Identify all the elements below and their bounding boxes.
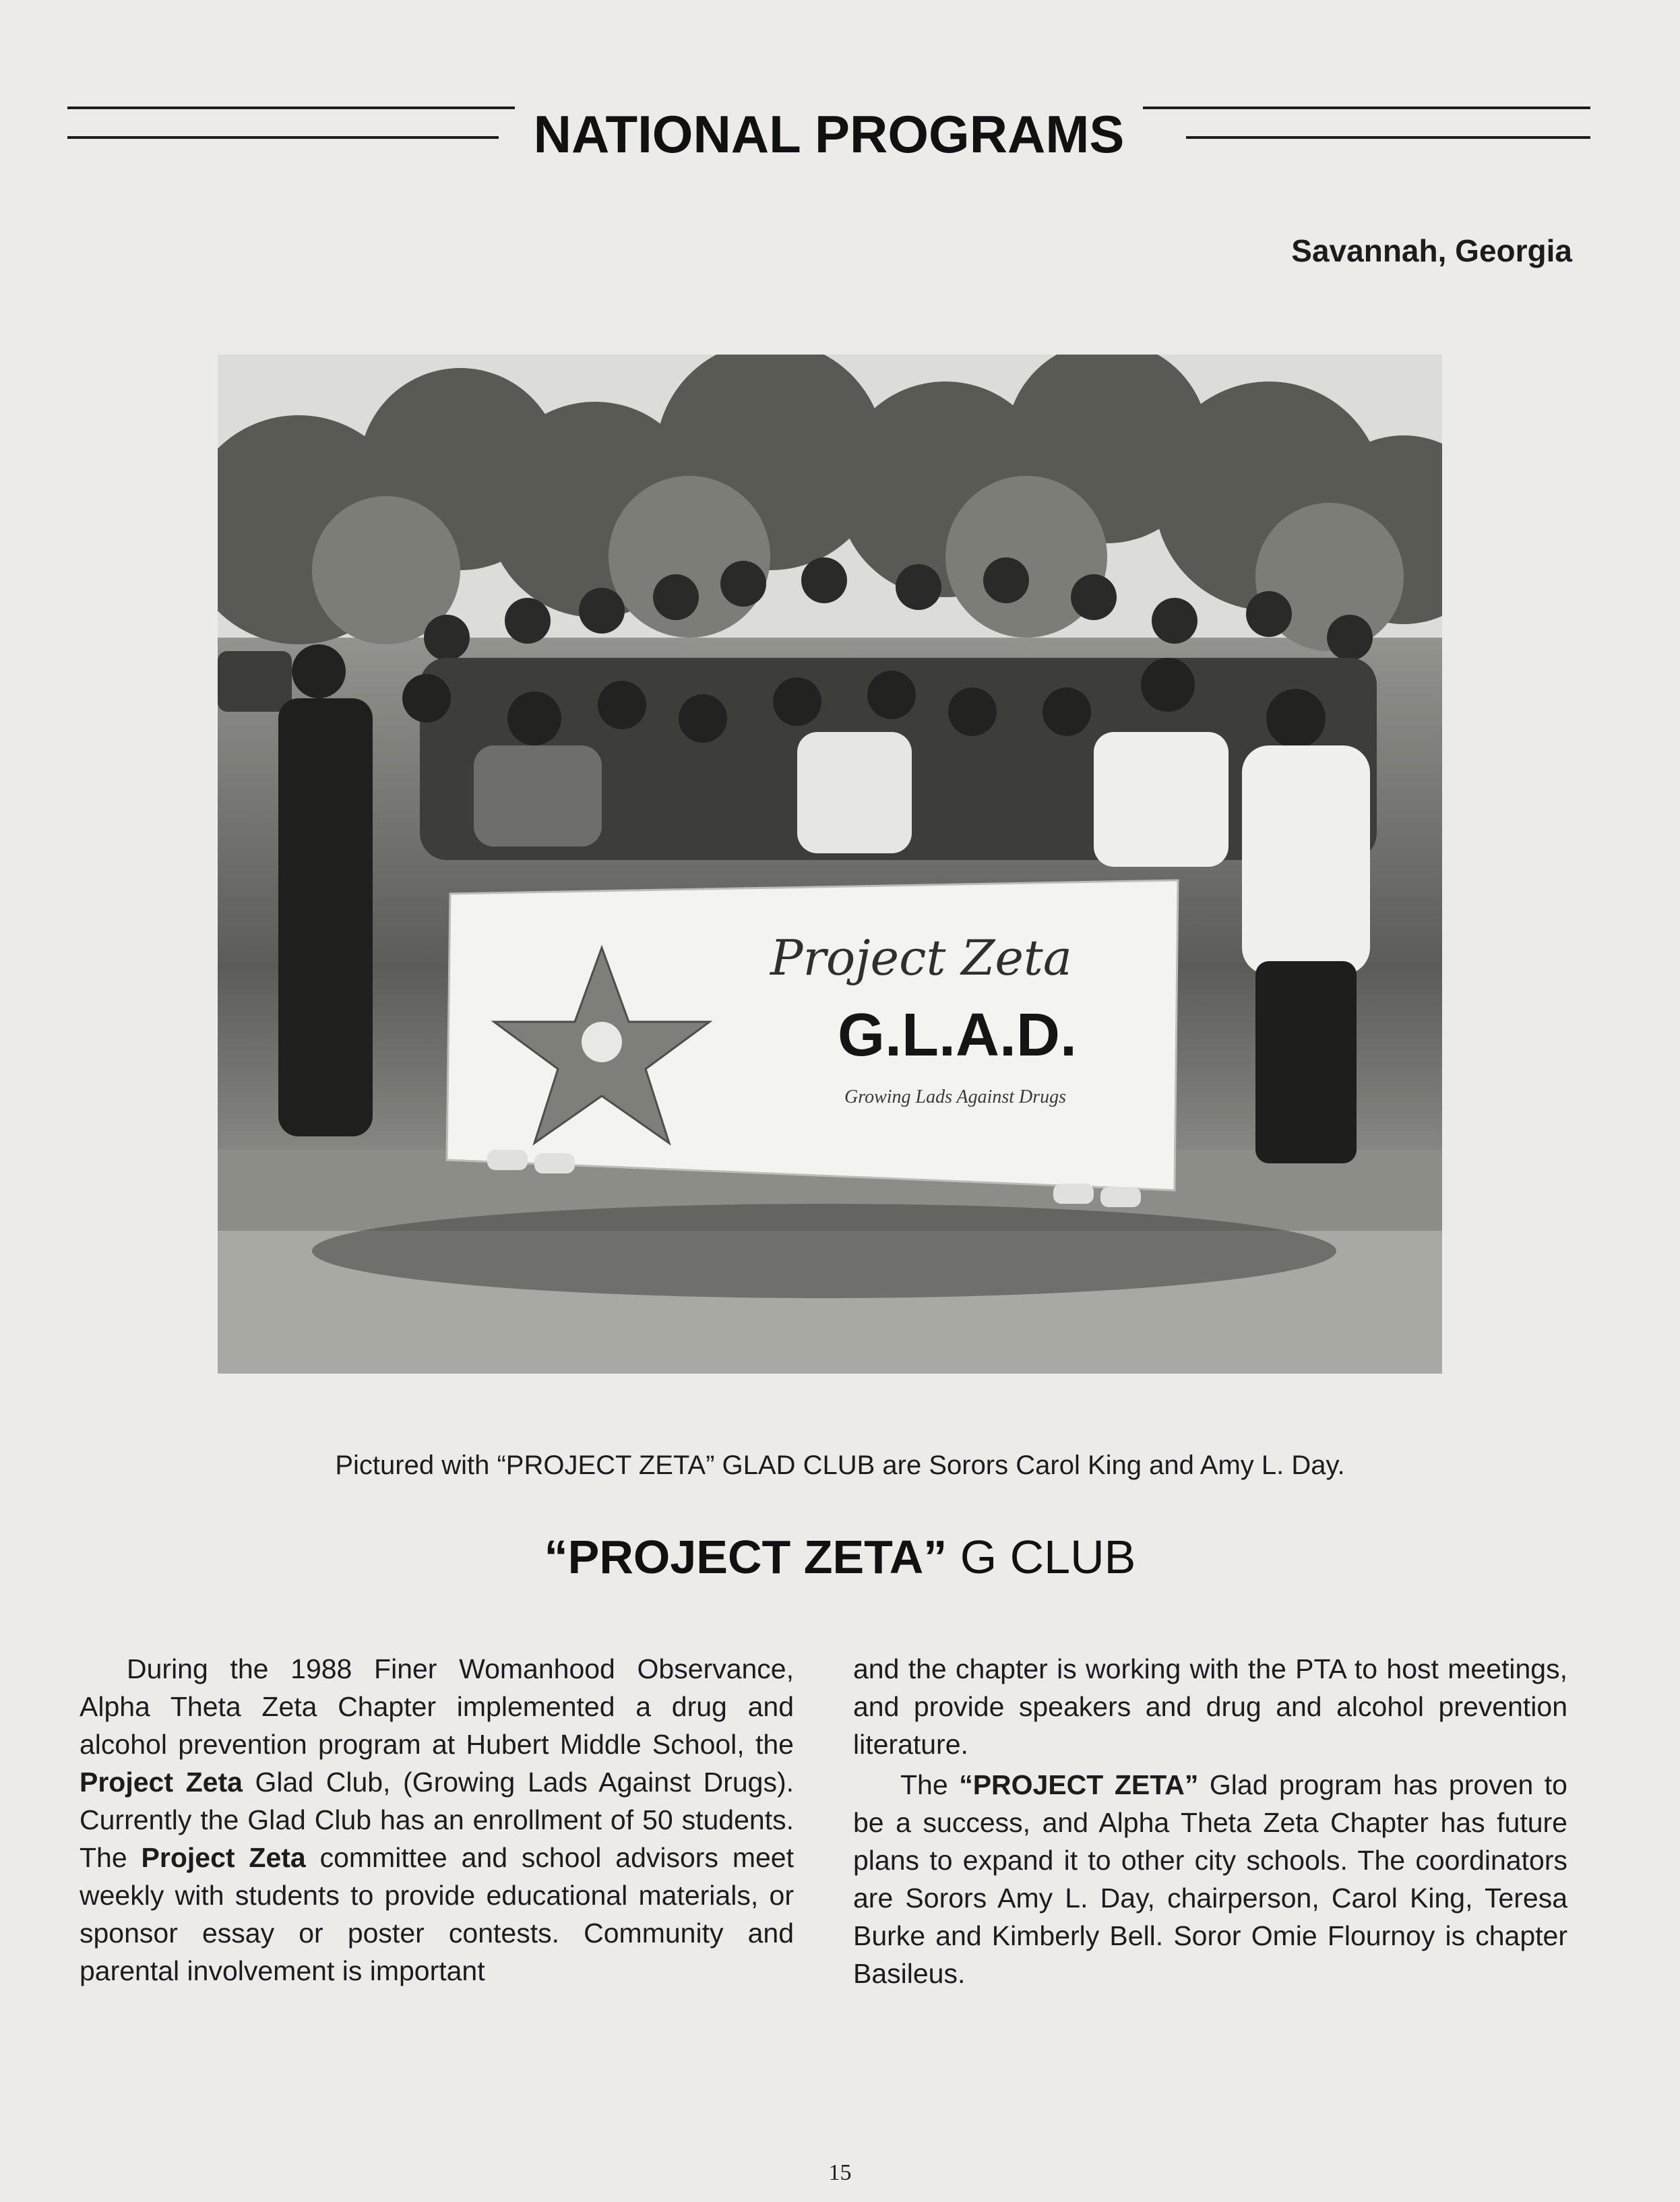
paragraph xyxy=(80,1650,794,1990)
location-label: Savannah, Georgia xyxy=(1291,233,1572,268)
article-title xyxy=(0,1530,1680,1584)
paragraph-text: Glad Club, (Growing Lads Against Drugs). Currently the Glad Club has an enrollment of 50 students. The xyxy=(80,1767,794,1873)
article-column-right xyxy=(853,1650,1567,1995)
group-photo xyxy=(218,355,1442,1374)
section-title: NATIONAL PROGRAMS xyxy=(515,104,1144,164)
paragraph: and the chapter is working with the PTA to host meetings, and provide speakers and drug and alcohol prevention literature. xyxy=(853,1653,1567,1760)
photo-illustration xyxy=(218,355,1442,1374)
paragraph-text: The xyxy=(900,1769,960,1800)
banner-line-2: G.L.A.D. xyxy=(838,1002,1077,1069)
section-header xyxy=(67,101,1590,175)
article-title-rest: G CLUB xyxy=(947,1531,1136,1583)
banner-line-1: Project Zeta xyxy=(770,929,1072,986)
paragraph xyxy=(853,1766,1567,1992)
article-column-left xyxy=(80,1650,794,1992)
project-zeta-bold: Project Zeta xyxy=(80,1767,243,1798)
paragraph-text: committee and school advisors meet weekly with students to provide educational materials, or sponsor essay or poster contests. Community and parental involvement is important xyxy=(80,1842,794,1986)
page-number: 15 xyxy=(828,2160,852,2185)
glad-banner xyxy=(447,880,1178,1190)
banner-line-3: Growing Lads Against Drugs xyxy=(844,1087,1067,1107)
project-zeta-bold: Project Zeta xyxy=(141,1842,306,1873)
paragraph-text: Glad program has proven to be a success, and Alpha Theta Zeta Chapter has future plans to expand it to other city schools. The coordinators are Sorors Amy L. Day, chairperson, Carol King, Teresa Burke and Kimberly Bell. Soror Omie Flournoy is chapter Basileus. xyxy=(853,1769,1567,1989)
article-title-bold: “PROJECT ZETA” xyxy=(544,1531,947,1583)
photo-caption: Pictured with “PROJECT ZETA” GLAD CLUB are Sorors Carol King and Amy L. Day. xyxy=(335,1450,1345,1480)
paragraph-text: During the 1988 Finer Womanhood Observance, Alpha Theta Zeta Chapter implemented a drug and alcohol prevention program at Hubert Middle School, the xyxy=(80,1653,794,1760)
project-zeta-bold: “PROJECT ZETA” xyxy=(959,1769,1199,1800)
